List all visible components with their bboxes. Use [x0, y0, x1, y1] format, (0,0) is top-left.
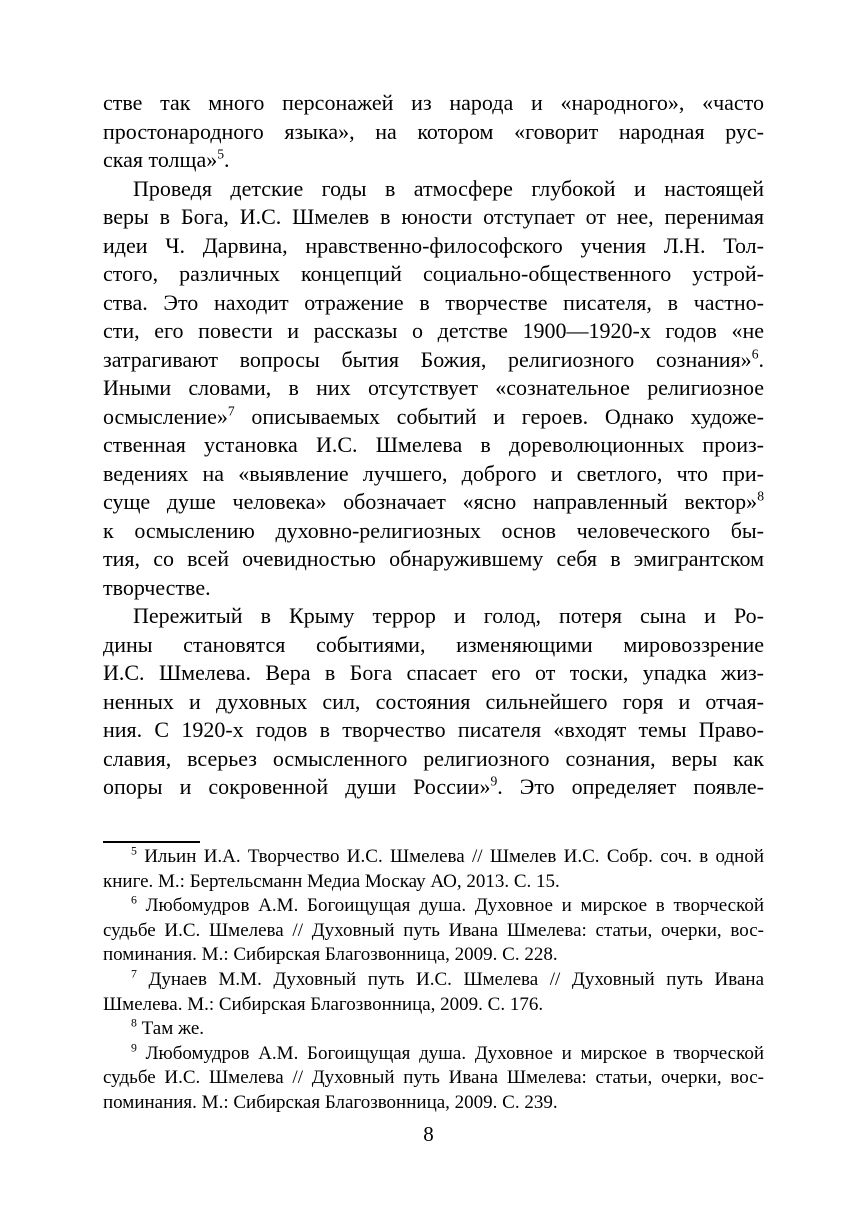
page-number: 8 — [423, 1122, 434, 1146]
text-line: ства. Это находит отражение в творчестве писателя, в частно- — [103, 289, 764, 315]
text-line: опоры и сокровенной души России»$^9$. Это определяет появле- — [103, 773, 765, 799]
footnote-line: поминания. М.: Сибирская Благозвонница, 2009. С. 239. — [103, 1091, 558, 1113]
text-line: творчестве. — [103, 574, 211, 600]
footnote-reference: 5 — [217, 146, 225, 162]
text-line: веры в Бога, И.С. Шмелев в юности отступает от нее, перенимая — [103, 204, 764, 229]
text-line: Проведя детские годы в атмосфере глубокой и настоящей — [133, 175, 764, 201]
footnote-line: $^5$ Ильин И.А. Творчество И.С. Шмелева // Шмелев И.С. Собр. соч. в одной — [131, 844, 764, 867]
footnote-reference: 7 — [131, 967, 137, 981]
text-line: простонародного языка», на котором «говорит народная рус- — [103, 118, 764, 144]
footnote-line: судьбе И.С. Шмелева // Духовный путь Ивана Шмелева: статьи, очерки, вос- — [103, 919, 764, 941]
text-line: ственная установка И.С. Шмелева в дореволюционных произ- — [103, 432, 764, 457]
text-line: ведениях на «выявление лучшего, доброго и светлого, что при- — [103, 460, 764, 486]
footnote-reference: 8 — [757, 488, 764, 504]
footnote-item — [103, 968, 764, 1017]
body-text — [103, 89, 764, 802]
text-line: суще душе человека» обозначает «ясно направленный вектор»$^8$ — [103, 488, 764, 514]
footnote-reference: 9 — [131, 1041, 137, 1055]
text-line: к осмыслению духовно-религиозных основ человеческого бы- — [103, 517, 764, 543]
footnote-item — [103, 1017, 764, 1042]
text-line: стого, различных концепций социально-общественного устрой- — [103, 261, 764, 286]
footnote-reference: 6 — [751, 346, 759, 362]
text-line: тия, со всей очевидностью обнаружившему себя в эмигрантском — [103, 546, 764, 571]
footnote-item — [103, 1042, 764, 1116]
text-line: И.С. Шмелева. Вера в Бога спасает его от тоски, упадка жиз- — [103, 660, 764, 685]
text-line: славия, всерьез осмысленного религиозного сознания, веры как — [103, 745, 764, 771]
footnote-line: Шмелева. М.: Сибирская Благозвонница, 2009. С. 176. — [103, 993, 544, 1015]
paragraph — [103, 89, 764, 175]
footnote-line: $^6$ Любомудров А.М. Богоищущая душа. Духовное и мирское в творческой — [131, 893, 764, 917]
text-line: ненных и духовных сил, состояния сильнейшего горя и отчая- — [103, 688, 764, 714]
text-line: стве так много персонажей из народа и «народного», «часто — [103, 90, 764, 115]
footnote-reference: 6 — [131, 893, 137, 907]
footnote-line: $^9$ Любомудров А.М. Богоищущая душа. Духовное и мирское в творческой — [131, 1041, 764, 1064]
paragraph — [103, 602, 764, 802]
text-line: идеи Ч. Дарвина, нравственно-философского учения Л.Н. Тол- — [103, 232, 764, 258]
text-line: дины становятся событиями, изменяющими мировоззрение — [103, 631, 764, 657]
text-line: сти, его повести и рассказы о детстве 1900—1920-х годов «не — [103, 318, 764, 343]
footnote-line: судьбе И.С. Шмелева // Духовный путь Ивана Шмелева: статьи, очерки, вос- — [103, 1067, 764, 1089]
footnotes — [103, 845, 764, 1116]
footnote-reference: 5 — [131, 844, 137, 858]
text-line: Иными словами, в них отсутствует «сознательное религиозное — [103, 375, 764, 400]
footnote-reference: 8 — [131, 1016, 137, 1030]
text-line: ния. С 1920-х годов в творчество писателя «входят темы Право- — [103, 717, 764, 742]
footnote-item — [103, 894, 764, 968]
footnote-reference: 9 — [490, 773, 498, 789]
text-line: Пережитый в Крыму террор и голод, потеря сына и Ро- — [133, 603, 764, 628]
text-line: ская толща»$^5$. — [103, 146, 230, 172]
text-line: осмысление»$^7$ описываемых событий и героев. Однако художе- — [103, 403, 764, 429]
footnote-line: $^7$ Дунаев М.М. Духовный путь И.С. Шмелева // Духовный путь Ивана — [131, 967, 764, 990]
footnote-reference: 7 — [227, 403, 235, 419]
footnote-line: $^8$ Там же. — [131, 1016, 205, 1040]
footnote-line: поминания. М.: Сибирская Благозвонница, 2009. С. 228. — [103, 944, 558, 966]
footnote-separator — [103, 841, 200, 843]
paragraph — [103, 175, 764, 603]
text-line: затрагивают вопросы бытия Божия, религиозного сознания»$^6$. — [103, 346, 764, 372]
footnote-item — [103, 845, 764, 894]
footnote-line: книге. М.: Бертельсманн Медиа Москау АО, 2013. С. 15. — [103, 870, 560, 892]
